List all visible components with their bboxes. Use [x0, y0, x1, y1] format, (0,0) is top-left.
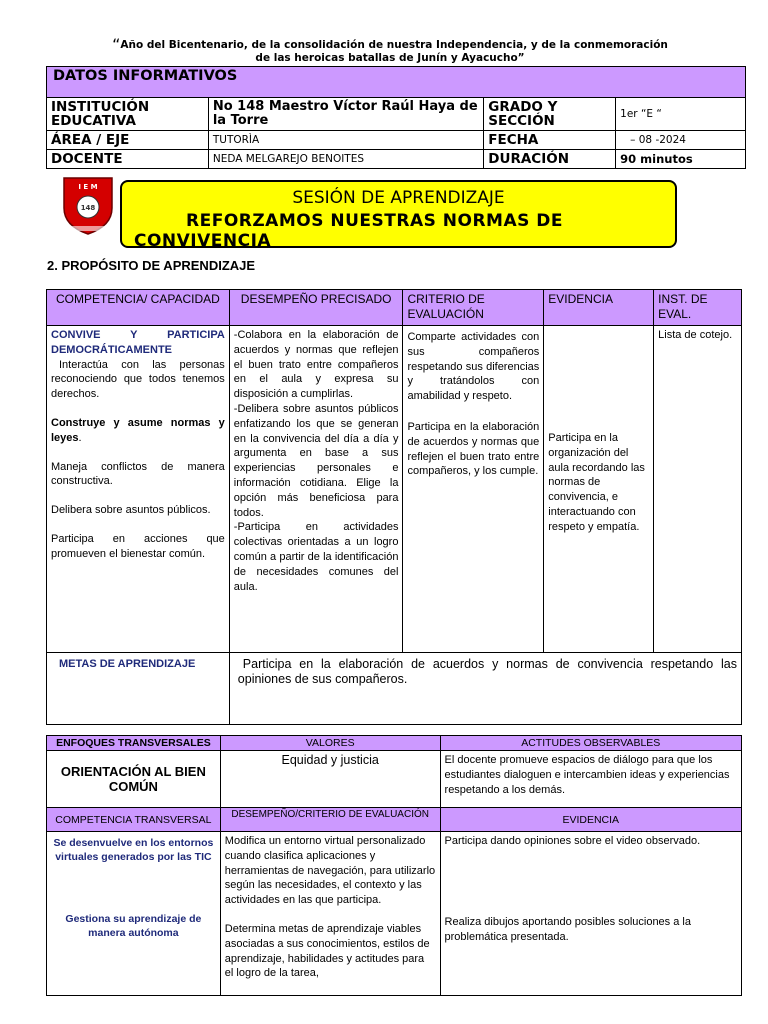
header-evidencia: EVIDENCIA [544, 290, 654, 326]
desempeno-autonoma: Determina metas de aprendizaje viables asociadas a sus conocimientos, estilos de aprendizaje, habilidades y actitudes para el logro de la tarea, [224, 922, 430, 980]
metas-row [47, 653, 742, 725]
header-actitudes: ACTITUDES OBSERVABLES [440, 736, 741, 751]
competencia-autonoma: Gestiona su aprendizaje de manera autónoma [65, 913, 202, 939]
evidencias-transversales-cell [440, 832, 741, 996]
header-competencia: COMPETENCIA/ CAPACIDAD [47, 290, 230, 326]
institucion-label: INSTITUCIÓN EDUCATIVA [47, 98, 209, 131]
section-heading-proposito: 2. PROPÓSITO DE APRENDIZAJE [47, 258, 256, 273]
area-label: ÁREA / EJE [47, 131, 209, 150]
school-shield-icon [60, 174, 116, 236]
competencia-cell [47, 326, 230, 653]
competencia-tic: Se desenvuelve en los entornos virtuales generados por las TIC [53, 837, 214, 863]
header-enfoques: ENFOQUES TRANSVERSALES [47, 736, 221, 751]
desempeno-cell: -Colabora en la elaboración de acuerdos y normas que reflejen el buen trato entre compañeros en el aula y expresa su disposición a cumplirlas. -Delibera sobre asuntos públicos enfatizando los que se generan en la convivencia del día a día y argumenta en base a sus experiencias personales e información cotidiana. Elige la opción más beneficiosa para todos. -Participa en actividades colectivas orientadas a un logro común a partir de la identificación de necesidades comunes del aula. [229, 326, 403, 653]
evidencia-tic: Participa dando opiniones sobre el video observado. [444, 835, 701, 847]
banner-session-label: SESIÓN DE APRENDIZAJE [292, 188, 505, 208]
evidencia-cell [544, 326, 654, 653]
motto-line-1: Año del Bicentenario, de la consolidación de nuestra Independencia, y de la conmemoración [120, 39, 668, 51]
header-instrumento: INST. DE EVAL. [654, 290, 742, 326]
competencia-transversal-header-row [47, 808, 742, 832]
competencias-transversales-cell [47, 832, 221, 996]
competencia-transversal-row [47, 832, 742, 996]
evidencia-autonoma: Realiza dibujos aportando posibles soluciones a la problemática presentada. [444, 915, 691, 943]
capacidad-2-text: Construye y asume normas y leyes [51, 416, 225, 444]
fecha-label: FECHA [484, 131, 616, 150]
metas-label: METAS DE APRENDIZAJE [47, 653, 230, 725]
enfoque-value: ORIENTACIÓN AL BIEN COMÚN [47, 751, 221, 808]
docente-label: DOCENTE [47, 150, 209, 169]
valor-value: Equidad y justicia [220, 751, 440, 808]
proposito-content-row [47, 326, 742, 653]
datos-informativos-table [46, 66, 746, 169]
enfoques-table [46, 735, 742, 996]
institucion-value: No 148 Maestro Víctor Raúl Haya de la Torre [208, 98, 483, 131]
shield-number: 148 [80, 204, 96, 212]
instrumento-cell: Lista de cotejo. [654, 326, 742, 653]
grado-label: GRADO Y SECCIÓN [484, 98, 616, 131]
actitud-value: El docente promueve espacios de diálogo para que los estudiantes dialoguen e intercambien ideas y experiencias respetando a los demás. [440, 751, 741, 808]
fecha-value: – 08 -2024 [616, 131, 746, 150]
header-criterio: CRITERIO DE EVALUACIÓN [403, 290, 544, 326]
header-motto [60, 35, 720, 65]
banner-title-line-2: CONVIVENCIA [134, 231, 272, 248]
proposito-table [46, 289, 742, 725]
desempeno-tic: Modifica un entorno virtual personalizado cuando clasifica aplicaciones y herramientas de navegación, para utilizarlo según las necesidades, el contexto y las actividades en las que participa. [224, 835, 436, 907]
duracion-label: DURACIÓN [484, 150, 616, 169]
enfoques-header-row [47, 736, 742, 751]
competencia-title: CONVIVE Y PARTICIPA DEMOCRÁTICAMENTE [51, 329, 225, 356]
area-value: TUTORÌA [208, 131, 483, 150]
metas-text: Participa en la elaboración de acuerdos y normas de convivencia respetando las opiniones de sus compañeros. [229, 653, 741, 725]
enfoques-row [47, 751, 742, 808]
header-valores: VALORES [220, 736, 440, 751]
desempenos-transversales-cell [220, 832, 440, 996]
duracion-value: 90 minutos [616, 150, 746, 169]
capacidad-1: Interactúa con las personas reconociendo que todos tenemos derechos. [51, 358, 225, 401]
evidencia-text: Participa en la organización del aula recordando las normas de convivencia, e interactuando con respeto y empatía. [548, 432, 645, 533]
session-banner [120, 180, 677, 248]
motto-line-2: de las heroicas batallas de Junín y Ayacucho” [255, 52, 525, 64]
capacidad-2 [51, 416, 225, 446]
header-competencia-transversal: COMPETENCIA TRANSVERSAL [47, 808, 221, 832]
capacidad-4: Delibera sobre asuntos públicos. [51, 504, 211, 517]
motto-open-quote: “ [112, 35, 121, 54]
docente-value: NEDA MELGAREJO BENOITES [208, 150, 483, 169]
capacidad-2-end: . [78, 431, 82, 444]
header-desempeno-criterio: DESEMPEÑO/CRITERIO DE EVALUACIÓN [220, 808, 440, 832]
header-desempeno: DESEMPEÑO PRECISADO [229, 290, 403, 326]
capacidad-3: Maneja conflictos de manera constructiva. [51, 460, 225, 488]
datos-title: DATOS INFORMATIVOS [47, 67, 746, 98]
proposito-header-row [47, 290, 742, 326]
capacidad-5: Participa en acciones que promueven el bienestar común. [51, 532, 225, 560]
header-evidencia-transversal: EVIDENCIA [440, 808, 741, 832]
shield-letters: I E M [78, 183, 98, 191]
criterio-1: Comparte actividades con sus compañeros respetando sus diferencias y tratándolos con amabilidad y respeto. [407, 331, 540, 403]
banner-title-line-1: REFORZAMOS NUESTRAS NORMAS DE [186, 211, 563, 231]
grado-value: 1er “E “ [616, 98, 746, 131]
criterio-cell [403, 326, 544, 653]
criterio-2: Participa en la elaboración de acuerdos y normas que reflejen el buen trato entre compañeros, y los cumple. [407, 420, 540, 478]
